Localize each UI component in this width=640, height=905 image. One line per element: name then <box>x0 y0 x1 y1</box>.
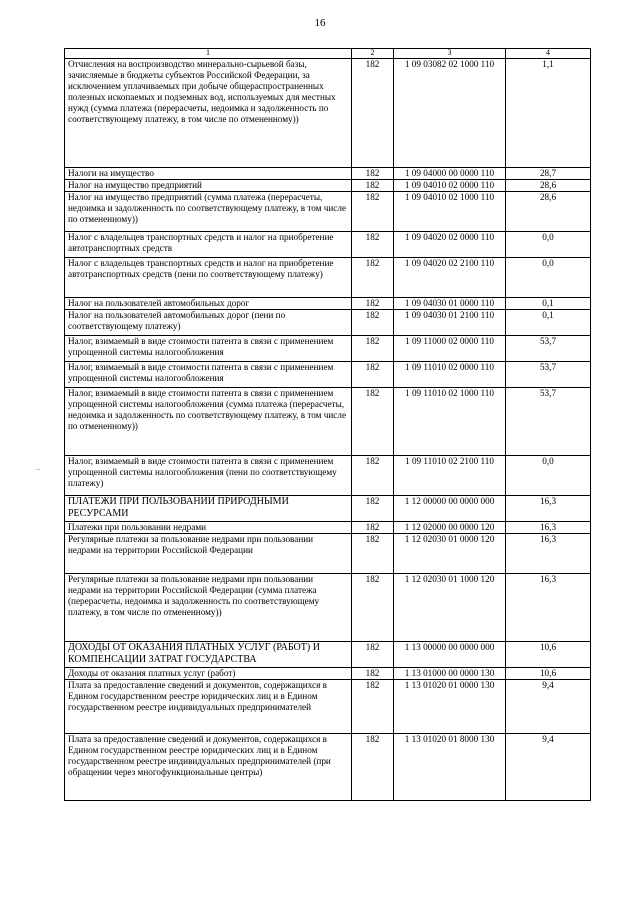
column-number-2: 2 <box>352 49 394 59</box>
row-name-cell: Налог, взимаемый в виде стоимости патента в связи с применением упрощенной системы налогообложения (сумма платежа (перерасчеты, недоимка и задолженность по соответствующему платежу, в том числе по отмененному)) <box>65 388 352 456</box>
row-amount-cell: 28,6 <box>506 180 591 192</box>
row-name-cell: Платежи при пользовании недрами <box>65 522 352 534</box>
table-row <box>65 180 591 192</box>
row-classification-code-cell: 1 09 11010 02 0000 110 <box>394 362 506 388</box>
table-row <box>65 232 591 258</box>
row-classification-code-cell: 1 09 04010 02 1000 110 <box>394 192 506 232</box>
table-row <box>65 336 591 362</box>
row-name-cell: Налог на пользователей автомобильных дорог (пени по соответствующему платежу) <box>65 310 352 336</box>
table-row <box>65 734 591 801</box>
row-classification-code-cell: 1 13 01020 01 8000 130 <box>394 734 506 801</box>
table-row <box>65 59 591 168</box>
column-number-3: 3 <box>394 49 506 59</box>
table-row <box>65 534 591 574</box>
row-name-cell: Налог, взимаемый в виде стоимости патента в связи с применением упрощенной системы налогообложения <box>65 336 352 362</box>
page-number: 16 <box>314 17 326 29</box>
row-name-cell: Налог с владельцев транспортных средств и налог на приобретение автотранспортных средств <box>65 232 352 258</box>
row-admin-code-cell: 182 <box>352 534 394 574</box>
row-classification-code-cell: 1 09 04030 01 0000 110 <box>394 298 506 310</box>
row-classification-code-cell: 1 13 00000 00 0000 000 <box>394 642 506 668</box>
row-classification-code-cell: 1 13 01020 01 0000 130 <box>394 680 506 734</box>
column-number-row <box>65 49 591 59</box>
row-name-cell: Доходы от оказания платных услуг (работ) <box>65 668 352 680</box>
row-amount-cell: 16,3 <box>506 522 591 534</box>
row-name-cell: Налоги на имущество <box>65 168 352 180</box>
row-classification-code-cell: 1 12 02030 01 0000 120 <box>394 534 506 574</box>
table-row <box>65 258 591 298</box>
revenue-table-body <box>65 49 591 801</box>
margin-mark: – <box>36 464 40 473</box>
revenue-table <box>64 48 591 801</box>
row-amount-cell: 53,7 <box>506 388 591 456</box>
table-row <box>65 522 591 534</box>
row-name-cell: Налог с владельцев транспортных средств и налог на приобретение автотранспортных средств (пени по соответствующему платежу) <box>65 258 352 298</box>
row-name-cell: ПЛАТЕЖИ ПРИ ПОЛЬЗОВАНИИ ПРИРОДНЫМИ РЕСУРСАМИ <box>65 496 352 522</box>
table-row <box>65 192 591 232</box>
table-row <box>65 456 591 496</box>
row-admin-code-cell: 182 <box>352 258 394 298</box>
table-row <box>65 496 591 522</box>
row-amount-cell: 0,0 <box>506 258 591 298</box>
row-admin-code-cell: 182 <box>352 336 394 362</box>
table-row <box>65 168 591 180</box>
row-admin-code-cell: 182 <box>352 680 394 734</box>
row-name-cell: Налог на имущество предприятий <box>65 180 352 192</box>
row-admin-code-cell: 182 <box>352 574 394 642</box>
row-name-cell: Отчисления на воспроизводство минерально-сырьевой базы, зачисляемые в бюджеты субъектов Российской Федерации, за исключением уплачиваемых при добыче общераспространенных полезных ископаемых и подземных вод, используемых для местных нужд (сумма платежа (перерасчеты, недоимка и задолженность по соответствующему платежу, в том числе по отмененному)) <box>65 59 352 168</box>
table-row <box>65 310 591 336</box>
row-amount-cell: 16,3 <box>506 574 591 642</box>
row-name-cell: Регулярные платежи за пользование недрами при пользовании недрами на территории Российской Федерации <box>65 534 352 574</box>
table-row <box>65 362 591 388</box>
row-classification-code-cell: 1 09 11010 02 1000 110 <box>394 388 506 456</box>
row-classification-code-cell: 1 09 03082 02 1000 110 <box>394 59 506 168</box>
table-row <box>65 680 591 734</box>
row-amount-cell: 53,7 <box>506 362 591 388</box>
row-admin-code-cell: 182 <box>352 180 394 192</box>
row-admin-code-cell: 182 <box>352 522 394 534</box>
row-amount-cell: 53,7 <box>506 336 591 362</box>
row-amount-cell: 28,7 <box>506 168 591 180</box>
table-row <box>65 388 591 456</box>
row-amount-cell: 10,6 <box>506 668 591 680</box>
row-admin-code-cell: 182 <box>352 456 394 496</box>
row-name-cell: Плата за предоставление сведений и документов, содержащихся в Едином государственном реестре юридических лиц и в Едином государственном реестре индивидуальных предпринимателей <box>65 680 352 734</box>
row-admin-code-cell: 182 <box>352 362 394 388</box>
row-admin-code-cell: 182 <box>352 310 394 336</box>
row-admin-code-cell: 182 <box>352 668 394 680</box>
row-classification-code-cell: 1 12 00000 00 0000 000 <box>394 496 506 522</box>
row-classification-code-cell: 1 09 11000 02 0000 110 <box>394 336 506 362</box>
row-admin-code-cell: 182 <box>352 59 394 168</box>
row-admin-code-cell: 182 <box>352 734 394 801</box>
row-name-cell: Регулярные платежи за пользование недрами при пользовании недрами на территории Российской Федерации (сумма платежа (перерасчеты, недоимка и задолженность по соответствующему платежу, в том числе по отмененному)) <box>65 574 352 642</box>
table-row <box>65 668 591 680</box>
row-admin-code-cell: 182 <box>352 298 394 310</box>
row-classification-code-cell: 1 09 11010 02 2100 110 <box>394 456 506 496</box>
row-admin-code-cell: 182 <box>352 642 394 668</box>
row-amount-cell: 28,6 <box>506 192 591 232</box>
row-admin-code-cell: 182 <box>352 168 394 180</box>
row-admin-code-cell: 182 <box>352 496 394 522</box>
row-name-cell: Налог, взимаемый в виде стоимости патента в связи с применением упрощенной системы налогообложения (пени по соответствующему платежу) <box>65 456 352 496</box>
row-classification-code-cell: 1 09 04020 02 0000 110 <box>394 232 506 258</box>
row-name-cell: Плата за предоставление сведений и документов, содержащихся в Едином государственном реестре юридических лиц и в Едином государственном реестре индивидуальных предпринимателей (при обращении через многофункциональные центры) <box>65 734 352 801</box>
column-number-1: 1 <box>65 49 352 59</box>
row-classification-code-cell: 1 12 02030 01 1000 120 <box>394 574 506 642</box>
row-admin-code-cell: 182 <box>352 232 394 258</box>
row-amount-cell: 16,3 <box>506 534 591 574</box>
table-row <box>65 574 591 642</box>
table-row <box>65 298 591 310</box>
row-classification-code-cell: 1 13 01000 00 0000 130 <box>394 668 506 680</box>
row-name-cell: ДОХОДЫ ОТ ОКАЗАНИЯ ПЛАТНЫХ УСЛУГ (РАБОТ) И КОМПЕНСАЦИИ ЗАТРАТ ГОСУДАРСТВА <box>65 642 352 668</box>
row-admin-code-cell: 182 <box>352 192 394 232</box>
row-amount-cell: 10,6 <box>506 642 591 668</box>
row-classification-code-cell: 1 09 04000 00 0000 110 <box>394 168 506 180</box>
row-classification-code-cell: 1 09 04030 01 2100 110 <box>394 310 506 336</box>
row-amount-cell: 0,0 <box>506 232 591 258</box>
row-classification-code-cell: 1 12 02000 00 0000 120 <box>394 522 506 534</box>
row-amount-cell: 9,4 <box>506 734 591 801</box>
row-name-cell: Налог на пользователей автомобильных дорог <box>65 298 352 310</box>
row-amount-cell: 0,1 <box>506 310 591 336</box>
table-row <box>65 642 591 668</box>
column-number-4: 4 <box>506 49 591 59</box>
row-amount-cell: 1,1 <box>506 59 591 168</box>
row-classification-code-cell: 1 09 04020 02 2100 110 <box>394 258 506 298</box>
row-amount-cell: 0,1 <box>506 298 591 310</box>
row-name-cell: Налог, взимаемый в виде стоимости патента в связи с применением упрощенной системы налогообложения <box>65 362 352 388</box>
row-name-cell: Налог на имущество предприятий (сумма платежа (перерасчеты, недоимка и задолженность по соответствующему платежу, в том числе по отмененному)) <box>65 192 352 232</box>
row-admin-code-cell: 182 <box>352 388 394 456</box>
row-amount-cell: 9,4 <box>506 680 591 734</box>
row-classification-code-cell: 1 09 04010 02 0000 110 <box>394 180 506 192</box>
row-amount-cell: 16,3 <box>506 496 591 522</box>
row-amount-cell: 0,0 <box>506 456 591 496</box>
